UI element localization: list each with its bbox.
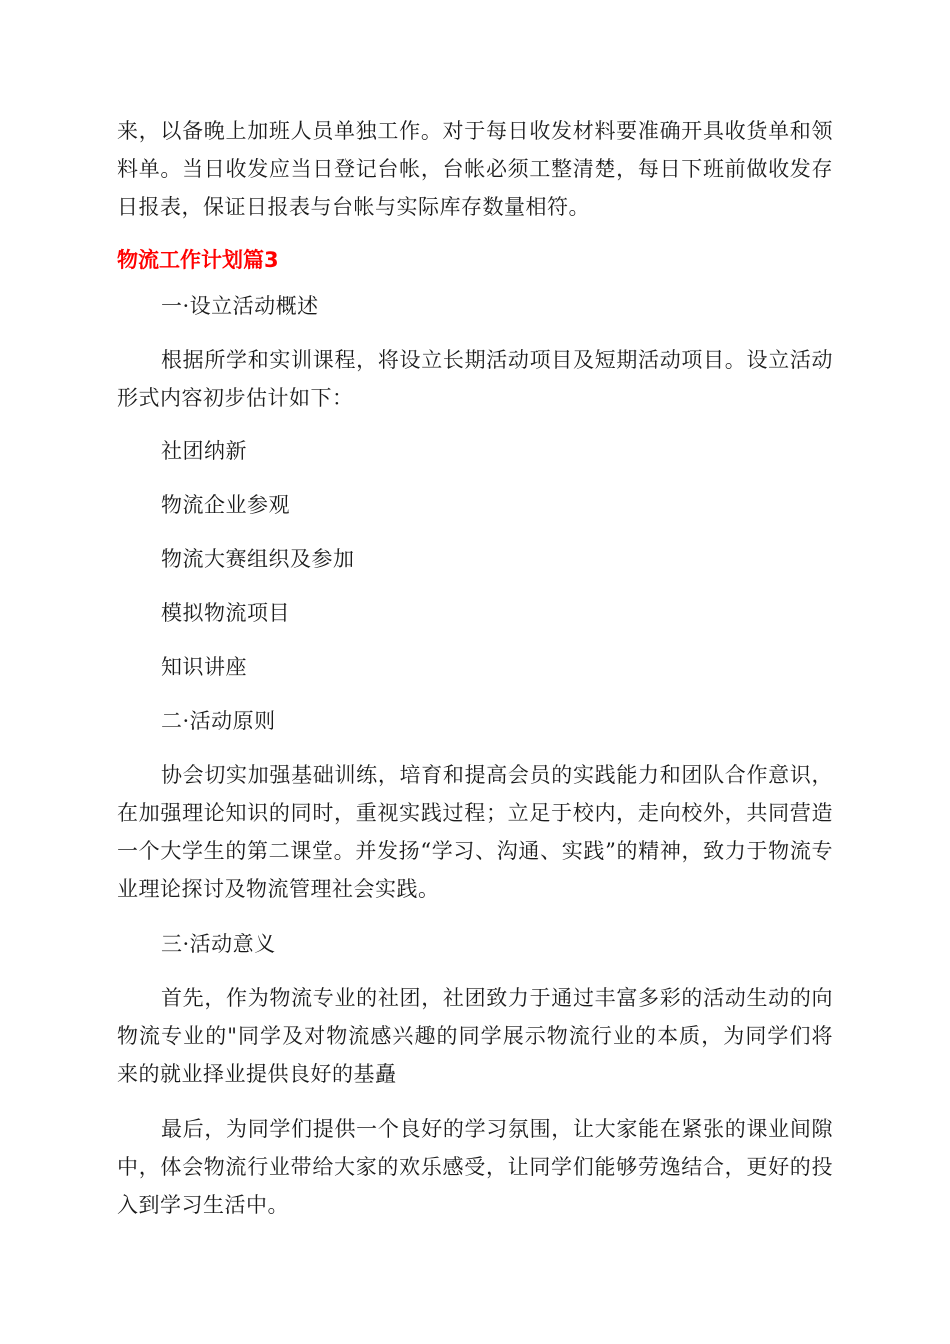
list-item: 模拟物流项目	[161, 601, 290, 625]
list-item: 知识讲座	[161, 655, 247, 679]
paragraph-two: 协会切实加强基础训练，培育和提高会员的实践能力和团队合作意识，在加强理论知识的同时，重视实践过程；立足于校内，走向校外，共同营造一个大学生的第二课堂。并发扬“学习、沟通、实践”的精神，致力于物流专业理论探讨及物流管理社会实践。	[117, 763, 833, 901]
intro-paragraph: 来，以备晚上加班人员单独工作。对于每日收发材料要准确开具收货单和领料单。当日收发应当日登记台帐，台帐必须工整清楚，每日下班前做收发存日报表，保证日报表与台帐与实际库存数量相符。	[117, 119, 833, 219]
section-title: 物流工作计划篇3	[117, 248, 279, 272]
paragraph-one: 根据所学和实训课程，将设立长期活动项目及短期活动项目。设立活动形式内容初步估计如下：	[117, 348, 833, 410]
paragraph-three: 首先，作为物流专业的社团，社团致力于通过丰富多彩的活动生动的向物流专业的"同学及对物流感兴趣的同学展示物流行业的本质，为同学们将来的就业择业提供良好的基矗	[117, 986, 833, 1086]
list-item: 物流企业参观	[161, 493, 290, 517]
list-item: 物流大赛组织及参加	[161, 547, 355, 571]
heading-three: 三·活动意义	[161, 932, 276, 956]
paragraph-four: 最后，为同学们提供一个良好的学习氛围，让大家能在紧张的课业间隙中，体会物流行业带给大家的欢乐感受，让同学们能够劳逸结合，更好的投入到学习生活中。	[117, 1117, 833, 1217]
heading-two: 二·活动原则	[161, 709, 276, 733]
list-item: 社团纳新	[161, 439, 247, 463]
heading-one: 一·设立活动概述	[161, 294, 319, 318]
